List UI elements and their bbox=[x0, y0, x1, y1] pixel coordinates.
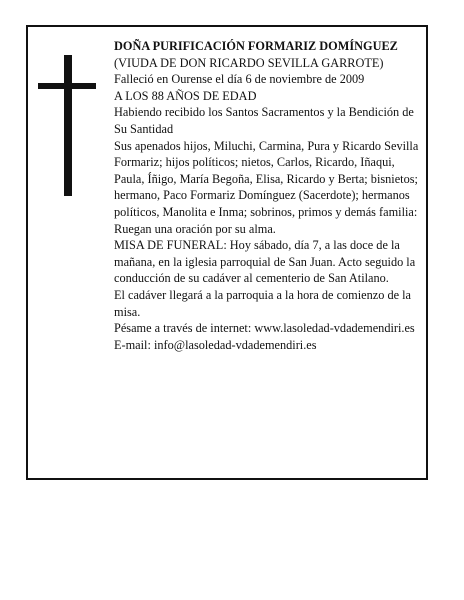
deceased-name: DOÑA PURIFICACIÓN FORMARIZ DOMÍNGUEZ bbox=[114, 39, 398, 53]
contact-email: E-mail: info@lasoledad-vdademendiri.es bbox=[114, 337, 317, 352]
cross-icon bbox=[64, 55, 72, 196]
age-at-death: A LOS 88 AÑOS DE EDAD bbox=[114, 88, 257, 103]
sacraments-text: Habiendo recibido los Santos Sacramentos y la Bendición de Su Santidad bbox=[114, 105, 414, 136]
condolences-web: Pésame a través de internet: www.lasoledad-vdademendiri.es bbox=[114, 321, 415, 336]
obituary-text bbox=[114, 38, 424, 353]
death-notice: Falleció en Ourense el día 6 de noviembre de 2009 bbox=[114, 72, 365, 87]
cross-icon-arm bbox=[38, 83, 96, 89]
arrival-note: El cadáver llegará a la parroquia a la hora de comienzo de la misa. bbox=[114, 287, 412, 319]
family-list: Sus apenados hijos, Miluchi, Carmina, Pura y Ricardo Sevilla Formariz; hijos políticos; nietos, Carlos, Ricardo, Iñaqui, Paula, Íñigo, María Begoña, Elisa, Ricardo y Berta; bisnietos; hermano, Paco Formariz Domínguez (Sacerdote); hermanos políticos, Manolita e Inma; sobrinos, primos y demás familia: bbox=[114, 138, 419, 219]
funeral-mass: MISA DE FUNERAL: Hoy sábado, día 7, a las doce de la mañana, en la iglesia parroquial de San Juan. Acto seguido la conducción de su cadáver al cementerio de San Atilano. bbox=[114, 238, 416, 286]
widow-of: (VIUDA DE DON RICARDO SEVILLA GARROTE) bbox=[114, 55, 384, 70]
prayer-request: Ruegan una oración por su alma. bbox=[114, 221, 276, 236]
